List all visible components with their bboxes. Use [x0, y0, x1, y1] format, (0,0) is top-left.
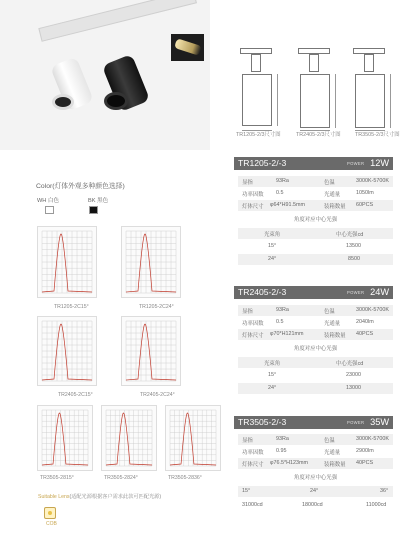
light-curve-chart — [37, 316, 97, 386]
color-section-title: Color(灯体外观多种颜色选择) — [36, 183, 125, 190]
spec-row: 功率因数 0.5 光通量 2040lm — [242, 319, 374, 327]
light-curve-chart — [121, 316, 181, 386]
power-watt: 12W — [370, 158, 389, 168]
light-curve-chart — [37, 405, 93, 471]
cob-label: COB — [46, 521, 57, 527]
spec-row: 显指 93Ra 色温 3000K-5700K — [238, 176, 393, 187]
product-model: TR1205-2/-3 — [238, 158, 287, 168]
spec-row: 显指 93Ra 色温 3000K-5700K — [238, 434, 393, 445]
product-header-tr3505 — [234, 416, 393, 429]
curve-label: TR1205-2C15° — [54, 304, 89, 310]
black-swatch — [89, 206, 98, 214]
beam-angle-row: 15° 24° 36° — [238, 486, 393, 497]
spec-row: 灯体尺寸 φ64*H91.5mm 装箱数量 60PCS — [238, 200, 393, 211]
light-curve-chart — [101, 405, 157, 471]
light-curve-chart — [121, 226, 181, 298]
power-watt: 35W — [370, 417, 389, 427]
beam-header-row: 光束角 中心光强cd — [238, 228, 393, 239]
curve-label: TR3505-2836° — [168, 475, 202, 481]
cob-icon — [44, 507, 56, 519]
light-beam — [174, 38, 202, 56]
product-header-tr2405 — [234, 286, 393, 299]
spec-row: 灯体尺寸 φ70*H121mm 装箱数量 40PCS — [238, 329, 393, 340]
curve-label: TR2405-2C15° — [58, 392, 93, 398]
dimension-drawing-tr2405 — [290, 48, 350, 132]
power-label: POWER — [347, 420, 365, 425]
power-watt: 24W — [370, 287, 389, 297]
light-curve-chart — [37, 226, 97, 298]
color-option-label: WH 白色 — [37, 198, 60, 204]
product-hero-image — [0, 0, 210, 150]
drawing-label: TR2405-2/3尺寸图 — [296, 132, 341, 138]
white-swatch — [45, 206, 54, 214]
center-intensity-note: 角度对应中心光强 — [293, 217, 338, 223]
beam-effect-thumbnail — [171, 34, 204, 61]
suitable-lens-note: Suitable Lens(适配光源根据客户需求此款可匹配光源) — [38, 494, 162, 500]
spec-row: 灯体尺寸 φ76.5*H123mm 装箱数量 40PCS — [238, 458, 393, 469]
beam-row: 15° 13500 — [268, 243, 361, 249]
power-label: POWER — [347, 161, 365, 166]
center-intensity-note: 角度对应中心光强 — [293, 475, 338, 481]
beam-header-row: 光束角 中心光强cd — [238, 357, 393, 368]
color-option-label: BK 黑色 — [88, 198, 109, 204]
spec-row: 功率因数 0.5 光通量 1050lm — [242, 190, 374, 198]
dimension-drawing-tr1205 — [232, 48, 292, 132]
beam-value-row: 31000cd 18000cd 11000cd — [242, 502, 387, 508]
spec-row: 功率因数 0.95 光通量 2900lm — [242, 448, 374, 456]
dimension-drawing-tr3505 — [345, 48, 405, 132]
product-model: TR2405-2/-3 — [238, 287, 287, 297]
white-spotlight-face — [52, 94, 74, 110]
beam-row: 24° 13000 — [238, 383, 393, 394]
center-intensity-note: 角度对应中心光强 — [293, 346, 338, 352]
beam-row: 24° 8500 — [238, 254, 393, 265]
curve-label: TR1205-2C24° — [139, 304, 174, 310]
black-spotlight-face — [104, 92, 128, 110]
product-model: TR3505-2/-3 — [238, 417, 287, 427]
product-header-tr1205 — [234, 157, 393, 170]
power-label: POWER — [347, 290, 365, 295]
spec-row: 显指 93Ra 色温 3000K-5700K — [238, 305, 393, 316]
light-curve-chart — [165, 405, 221, 471]
drawing-label: TR3505-2/3尺寸图 — [355, 132, 400, 138]
beam-row: 15° 23000 — [268, 372, 361, 378]
curve-label: TR3505-2824° — [104, 475, 138, 481]
drawing-label: TR1205-2/3尺寸图 — [236, 132, 281, 138]
curve-label: TR3505-2815° — [40, 475, 74, 481]
curve-label: TR2405-2C24° — [140, 392, 175, 398]
